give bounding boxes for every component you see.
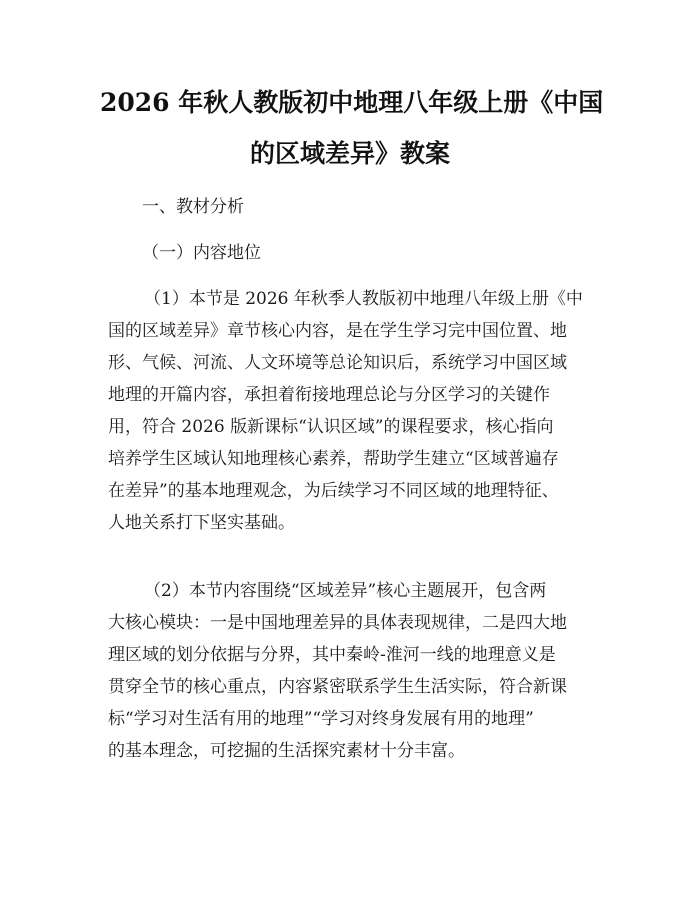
paragraph-1-line: （1）本节是 2026 年秋季人教版初中地理八年级上册《中 — [144, 289, 583, 309]
document-title-line-2: 的区域差异》教案 — [249, 139, 450, 168]
paragraph-2 — [108, 575, 598, 767]
paragraph-2-line: 标“学习对生活有用的地理”“学习对终身发展有用的地理” — [108, 709, 534, 729]
paragraph-1-line: 培养学生区域认知地理核心素养，帮助学生建立“区域普遍存 — [108, 449, 559, 469]
paragraph-2-line: 贯穿全节的核心重点，内容紧密联系学生生活实际，符合新课 — [108, 677, 567, 697]
paragraph-2-line: 的基本理念，可挖掘的生活探究素材十分丰富。 — [108, 741, 465, 761]
paragraph-1-line: 人地关系打下坚实基础。 — [108, 513, 295, 533]
subsection-heading-content-position: （一）内容地位 — [142, 243, 261, 263]
paragraph-2-line: 理区域的划分依据与分界，其中秦岭-淮河一线的地理意义是 — [108, 645, 556, 665]
document-title-line-1: 2026 年秋人教版初中地理八年级上册《中国 — [100, 88, 604, 117]
paragraph-2-line: 大核心模块：一是中国地理差异的具体表现规律，二是四大地 — [108, 613, 567, 633]
paragraph-2-line: （2）本节内容围绕“区域差异”核心主题展开，包含两 — [144, 581, 547, 601]
paragraph-1-line: 国的区域差异》章节核心内容，是在学生学习完中国位置、地 — [108, 321, 567, 341]
paragraph-1-line: 用，符合 2026 版新课标“认识区域”的课程要求，核心指向 — [108, 417, 554, 437]
paragraph-1-line: 地理的开篇内容，承担着衔接地理总论与分区学习的关键作 — [108, 385, 550, 405]
paragraph-1-line: 形、气候、河流、人文环境等总论知识后，系统学习中国区域 — [108, 353, 567, 373]
section-heading-materials-analysis: 一、教材分析 — [142, 197, 244, 217]
paragraph-1-line: 在差异”的基本地理观念，为后续学习不同区域的地理特征、 — [108, 481, 559, 501]
paragraph-1 — [108, 283, 598, 539]
